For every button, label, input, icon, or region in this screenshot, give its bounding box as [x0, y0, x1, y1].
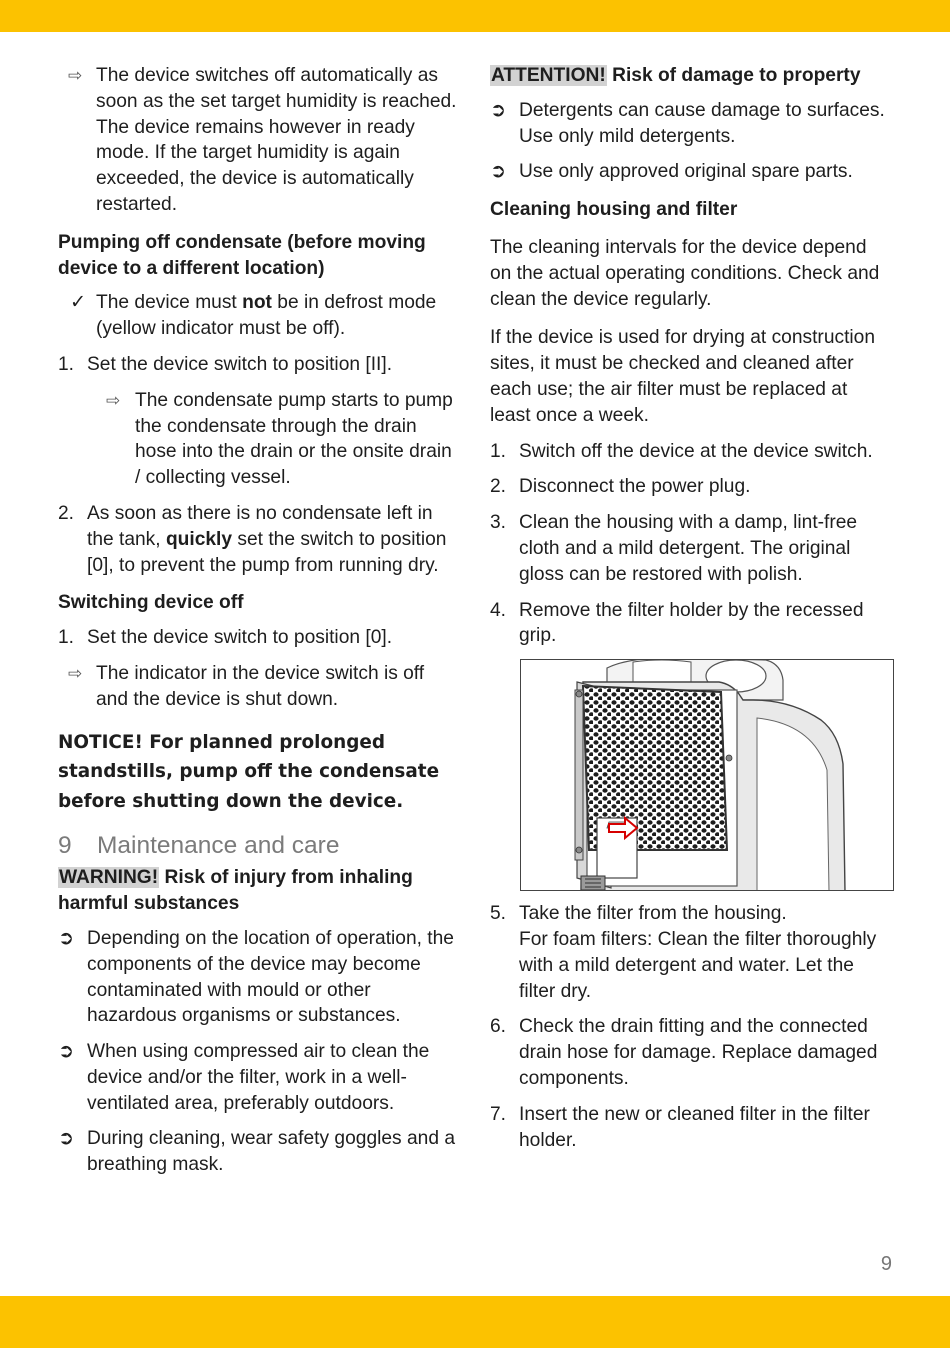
clean-step — [490, 901, 892, 1004]
hollow-arrow-icon: ⇨ — [106, 390, 121, 410]
clean-step — [490, 598, 892, 650]
left-column — [58, 63, 460, 1178]
circled-arrow-icon: ➲ — [58, 927, 75, 949]
attention-item — [490, 159, 892, 185]
off-result — [58, 661, 460, 713]
circled-arrow-icon: ➲ — [58, 1041, 75, 1063]
result-text: The device switches off automatically as soon as the set target humidity is reached. The device remains however in ready mode. If the target humidity is again exceeded, the device is automatically restarted. — [96, 65, 457, 215]
step-text: Clean the housing with a damp, lint-free cloth and a mild detergent. The original gloss can be restored with polish. — [519, 512, 858, 585]
cleaning-heading: Cleaning housing and filter — [490, 199, 738, 221]
step-text: Set the device switch to position [II]. — [87, 353, 393, 375]
step-text: Disconnect the power plug. — [519, 476, 751, 498]
notice-text: NOTICE! For planned prolonged standstills, pump off the condensate before shutting down the device. — [58, 731, 440, 812]
section-heading — [58, 831, 460, 861]
step-text: Switch off the device at the device switch. — [519, 440, 873, 462]
intervals-paragraph: The cleaning intervals for the device depend on the actual operating conditions. Check and clean the device regularly. — [490, 236, 880, 310]
clean-step — [490, 1014, 892, 1091]
step-number: 4. — [490, 599, 507, 621]
page-number: 9 — [880, 1253, 892, 1275]
circled-arrow-icon: ➲ — [490, 99, 507, 121]
dehumidifier-illustration — [521, 660, 893, 890]
step-text: As soon as there is no condensate left in the tank, quickly set the switch to position [0], to prevent the pump from running dry. — [87, 502, 447, 576]
hollow-arrow-icon: ⇨ — [68, 66, 83, 85]
off-step-1 — [58, 625, 460, 651]
attention-heading: ATTENTION! Risk of damage to property — [491, 65, 861, 86]
hollow-arrow-icon: ⇨ — [68, 663, 83, 683]
step-number: 1. — [58, 627, 75, 649]
circled-arrow-icon: ➲ — [58, 1128, 75, 1150]
section-title: Maintenance and care — [97, 832, 340, 860]
step-text: Take the filter from the housing. For foam filters: Clean the filter thoroughly with a mild detergent and water. Let the filter dry. — [519, 903, 877, 1002]
pump-step-2 — [58, 501, 460, 578]
step-text: Remove the filter holder by the recessed grip. — [519, 599, 864, 647]
attention-item-text: Detergents can cause damage to surfaces. Use only mild detergents. — [519, 99, 885, 147]
pump-result — [58, 388, 460, 491]
top-yellow-band — [0, 0, 950, 32]
step-number: 2. — [58, 502, 75, 524]
warning-item-text: Depending on the location of operation, the components of the device may become contaminated with mould or other hazardous organisms or substances. — [87, 927, 454, 1027]
filter-holder-photo — [520, 659, 894, 891]
attention-label: ATTENTION! — [491, 65, 606, 86]
prerequisite-item — [58, 290, 460, 342]
section-number: 9 — [58, 832, 72, 860]
pump-step-1 — [58, 352, 460, 378]
step-text: Insert the new or cleaned filter in the filter holder. — [519, 1103, 870, 1151]
result-auto-switch-off — [58, 63, 460, 218]
construction-paragraph: If the device is used for drying at construction sites, it must be checked and cleaned after each use; the air filter must be replaced at least once a week. — [490, 327, 876, 426]
bottom-yellow-band — [0, 1296, 950, 1348]
step-number: 1. — [58, 353, 75, 375]
step-number: 6. — [490, 1016, 507, 1038]
attention-item-text: Use only approved original spare parts. — [519, 161, 853, 183]
warning-item-text: During cleaning, wear safety goggles and a breathing mask. — [87, 1128, 455, 1176]
step-text: Set the device switch to position [0]. — [87, 627, 393, 649]
check-icon: ✓ — [70, 292, 87, 314]
step-number: 2. — [490, 476, 507, 498]
attention-item — [490, 98, 892, 150]
warning-item — [58, 926, 460, 1029]
step-number: 5. — [490, 903, 507, 925]
warning-item — [58, 1126, 460, 1178]
step-number: 1. — [490, 440, 507, 462]
warning-label: WARNING! — [59, 867, 159, 889]
result-text: The condensate pump starts to pump the condensate through the drain hose into the drain or the onsite drain / collecting vessel. — [135, 389, 453, 489]
warning-item — [58, 1039, 460, 1116]
step-text: Check the drain fitting and the connected drain hose for damage. Replace damaged components. — [519, 1016, 878, 1089]
pump-off-heading: Pumping off condensate (before moving device to a different location) — [58, 231, 426, 279]
right-column — [490, 63, 892, 1153]
warning-item-text: When using compressed air to clean the device and/or the filter, work in a well-ventilated area, preferably outdoors. — [87, 1041, 430, 1114]
clean-step — [490, 439, 892, 465]
circled-arrow-icon: ➲ — [490, 161, 507, 183]
step-number: 7. — [490, 1103, 507, 1125]
clean-step — [490, 510, 892, 587]
switch-off-heading: Switching device off — [58, 592, 244, 614]
clean-step — [490, 474, 892, 500]
warning-heading: WARNING! Risk of injury from inhaling harmful substances — [58, 867, 413, 915]
result-text: The indicator in the device switch is off and the device is shut down. — [96, 662, 425, 710]
step-number: 3. — [490, 512, 507, 534]
prerequisite-text: The device must not be in defrost mode (yellow indicator must be off). — [96, 292, 437, 340]
clean-step — [490, 1102, 892, 1154]
